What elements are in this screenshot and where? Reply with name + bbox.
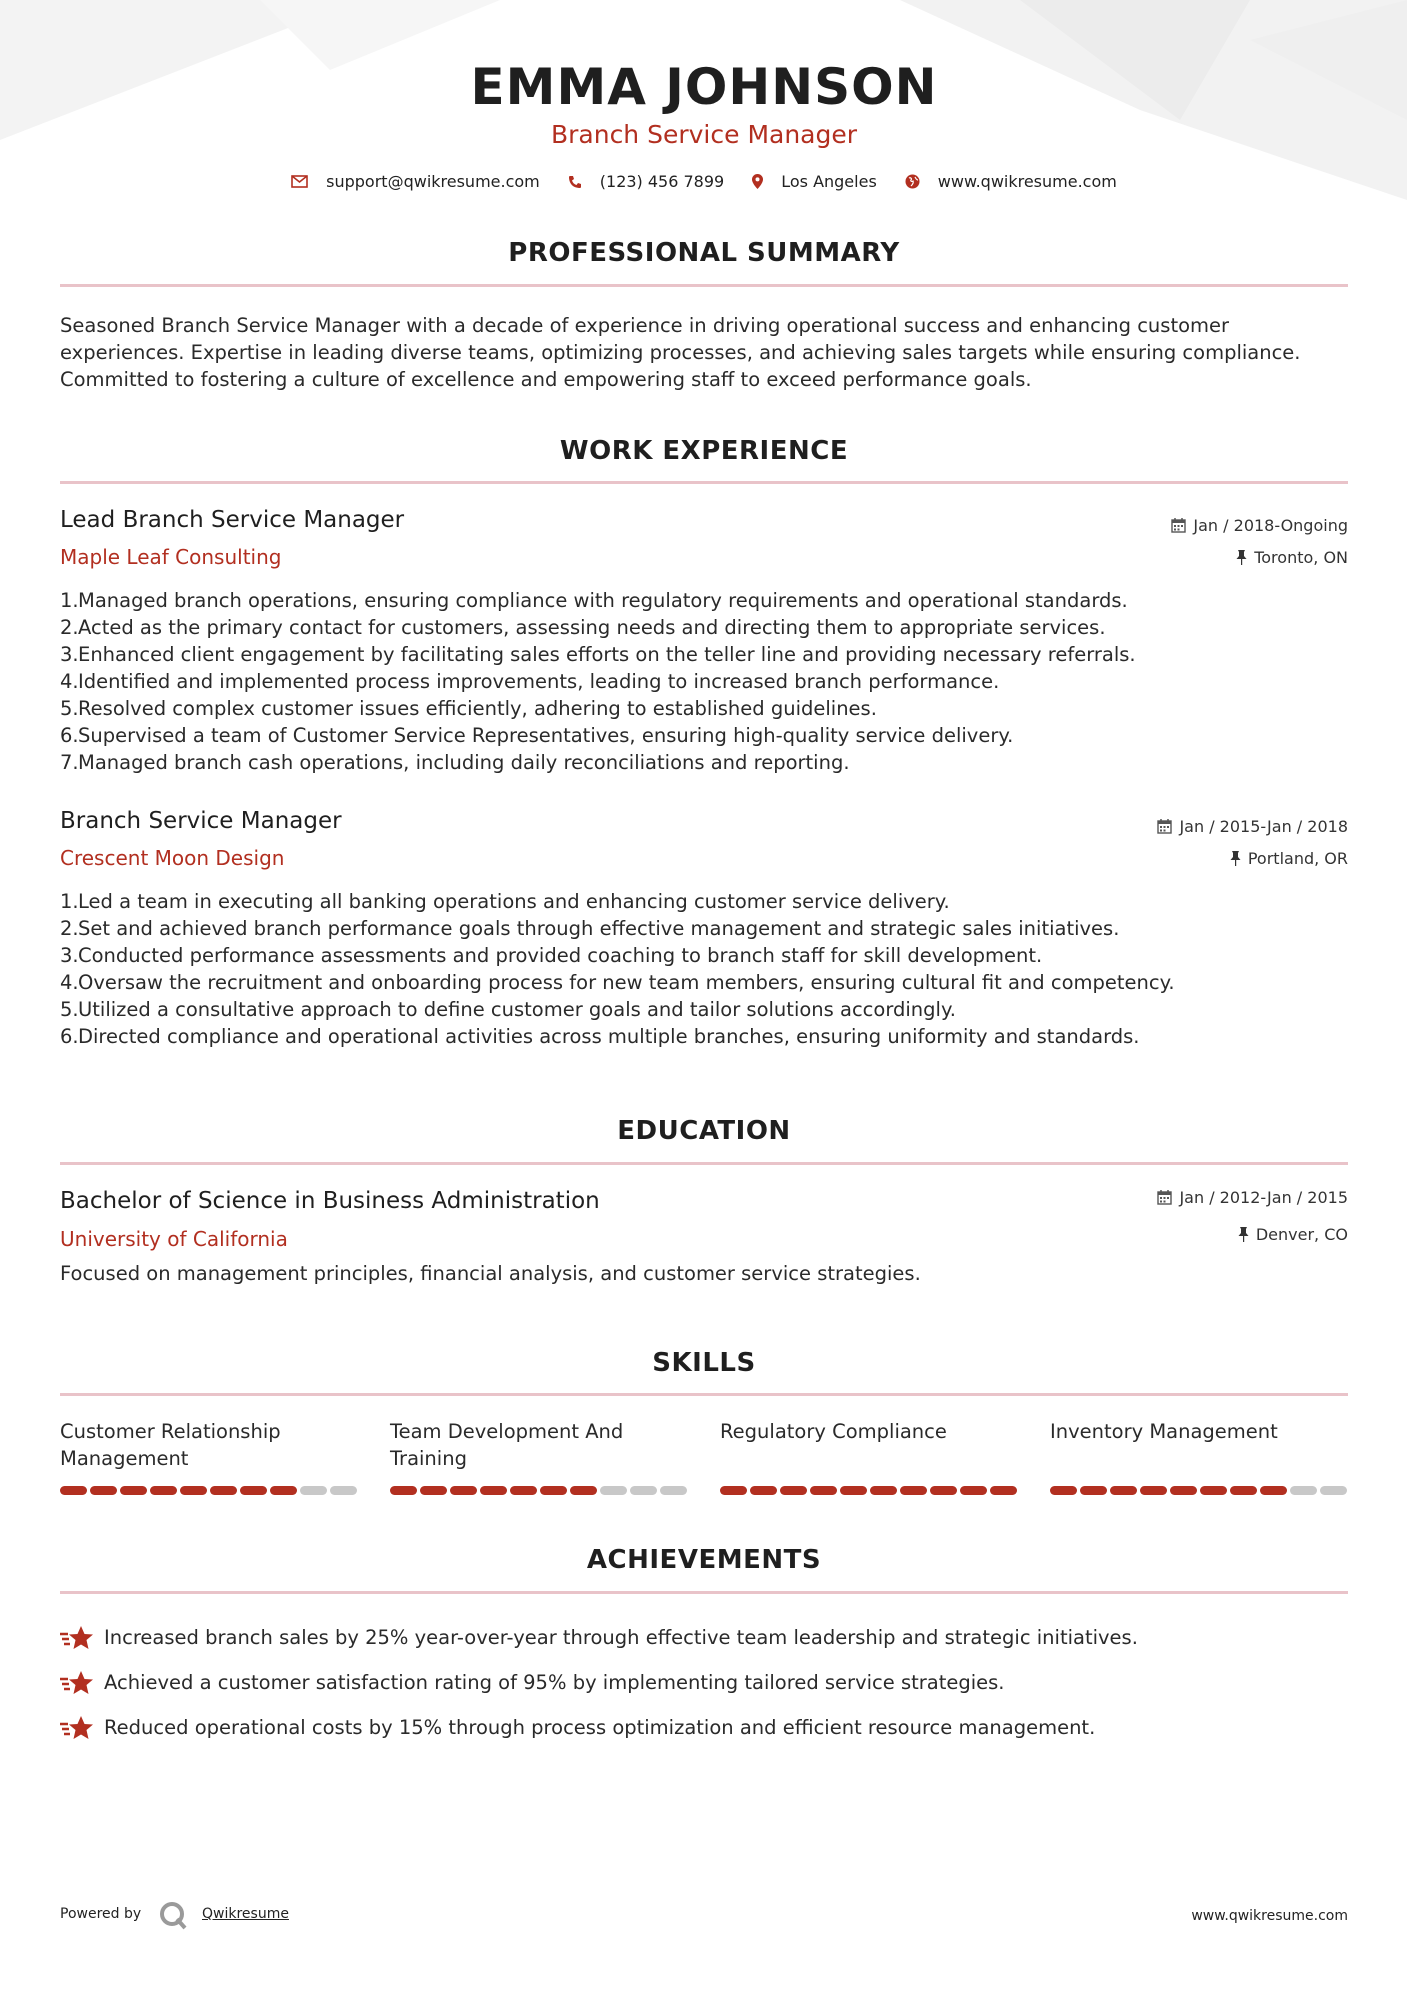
skill-label: Regulatory Compliance [720,1420,947,1443]
skill-segment-filled [1170,1486,1197,1495]
job-location [1236,548,1348,567]
skill-level-bar [1050,1486,1350,1495]
duty-item: 3. Conducted performance assessments and provided coaching to branch staff for skill development. [60,944,1043,967]
pushpin-icon [1230,851,1241,866]
experience-heading: WORK EXPERIENCE [559,436,849,466]
job-company: Maple Leaf Consulting [60,545,282,569]
skill-segment-filled [450,1486,477,1495]
contact-website-text: www.qwikresume.com [937,172,1117,191]
pushpin-icon [1236,550,1247,565]
skill-segment-filled [870,1486,897,1495]
achievements-divider [60,1591,1348,1594]
skill-segment-filled [510,1486,537,1495]
skill-level-bar [720,1486,1020,1495]
skill-segment-filled [1230,1486,1257,1495]
skill-segment-filled [1260,1486,1287,1495]
skill-level-bar [60,1486,360,1495]
skill-segment-filled [240,1486,267,1495]
job-location-text: Portland, OR [1247,849,1348,868]
education-description: Focused on management principles, financial analysis, and customer service strategies. [60,1262,921,1285]
skill-item [720,1418,1020,1472]
skill-item [1050,1418,1350,1472]
skill-segment-filled [60,1486,87,1495]
duty-item: 2. Set and achieved branch performance goals through effective management and strategic sales initiatives. [60,917,1120,940]
duty-item: 3. Enhanced client engagement by facilitating sales efforts on the teller line and providing necessary referrals. [60,643,1136,666]
duty-item: 6. Supervised a team of Customer Service Representatives, ensuring high-quality service delivery. [60,724,1014,747]
map-pin-icon [752,174,763,189]
candidate-name: EMMA JOHNSON [470,58,938,116]
summary-text: Seasoned Branch Service Manager with a decade of experience in driving operational success and enhancing customer experiences. Expertise in leading diverse teams, optimizing processes, and achieving sales targets while ensuring compliance. Committed to fostering a culture of excellence and empowering staff to exceed performance goals. [60,314,1301,391]
skill-segment-filled [1200,1486,1227,1495]
contact-phone[interactable] [568,172,724,191]
job-dates-text: Jan / 2015-Jan / 2018 [1179,817,1348,836]
duty-item: 1. Led a team in executing all banking operations and enhancing customer service delivery. [60,890,950,913]
skill-segment-filled [810,1486,837,1495]
duty-item: 1. Managed branch operations, ensuring compliance with regulatory requirements and operational standards. [60,589,1128,612]
skills-grid [60,1418,1348,1498]
experience-divider [60,481,1348,484]
skill-segment-filled [270,1486,297,1495]
education-divider [60,1162,1348,1165]
skill-segment-filled [960,1486,987,1495]
skill-segment-filled [570,1486,597,1495]
contact-bar [60,172,1348,191]
star-icon [60,1670,94,1696]
duty-item: 4. Oversaw the recruitment and onboarding process for new team members, ensuring cultural fit and competency. [60,971,1175,994]
skill-segment-filled [1080,1486,1107,1495]
achievement-item [60,1660,1348,1705]
achievements-list [60,1615,1348,1750]
education-dates-text: Jan / 2012-Jan / 2015 [1179,1188,1348,1207]
skill-segment-filled [1140,1486,1167,1495]
phone-icon [568,175,582,189]
skills-divider [60,1393,1348,1396]
skill-segment-empty [330,1486,357,1495]
achievement-text: Reduced operational costs by 15% through process optimization and efficient resource management. [104,1716,1096,1739]
skill-segment-filled [420,1486,447,1495]
skill-segment-filled [840,1486,867,1495]
education-dates [1157,1188,1348,1207]
education-location-text: Denver, CO [1255,1225,1348,1244]
powered-by-label: Powered by [60,1906,142,1922]
envelope-icon [291,175,308,188]
skill-segment-empty [600,1486,627,1495]
degree-title: Bachelor of Science in Business Administration [60,1188,600,1214]
summary-divider [60,284,1348,287]
skill-segment-filled [1110,1486,1137,1495]
skill-segment-filled [750,1486,777,1495]
job-duties [60,587,1348,776]
job-duties [60,888,1348,1050]
duty-item: 2. Acted as the primary contact for customers, assessing needs and directing them to appropriate services. [60,616,1106,639]
job-dates [1171,516,1348,535]
achievement-item [60,1615,1348,1660]
duty-item: 6. Directed compliance and operational activities across multiple branches, ensuring uniformity and standards. [60,1025,1140,1048]
skill-segment-filled [1050,1486,1077,1495]
skill-segment-empty [660,1486,687,1495]
skill-segment-filled [90,1486,117,1495]
education-location [1238,1225,1348,1244]
skill-segment-empty [630,1486,657,1495]
skills-heading: SKILLS [652,1348,756,1378]
job-role: Lead Branch Service Manager [60,507,405,533]
skill-segment-filled [930,1486,957,1495]
job-company: Crescent Moon Design [60,846,285,870]
calendar-icon [1157,819,1172,834]
duty-item: 5. Resolved complex customer issues efficiently, adhering to established guidelines. [60,697,877,720]
resume-page [60,0,1348,1990]
star-icon [60,1715,94,1741]
candidate-title: Branch Service Manager [550,120,858,149]
job-location-text: Toronto, ON [1254,548,1348,567]
contact-phone-text: (123) 456 7899 [599,172,725,191]
skill-item [390,1418,690,1472]
skill-segment-filled [480,1486,507,1495]
skill-level-bar [390,1486,690,1495]
qwikresume-link[interactable]: Qwikresume [202,1906,289,1922]
globe-icon [905,174,920,189]
contact-location [752,172,877,191]
skill-segment-filled [150,1486,177,1495]
skill-segment-filled [900,1486,927,1495]
contact-email-text: support@qwikresume.com [326,172,540,191]
skill-label: Inventory Management [1050,1420,1278,1443]
duty-item: 5. Utilized a consultative approach to define customer goals and tailor solutions accordingly. [60,998,956,1021]
footer-website[interactable]: www.qwikresume.com [1191,1908,1348,1924]
contact-email[interactable] [291,172,540,191]
calendar-icon [1157,1190,1172,1205]
star-icon [60,1625,94,1651]
skill-segment-filled [720,1486,747,1495]
skill-segment-filled [210,1486,237,1495]
job-role: Branch Service Manager [60,808,342,834]
job-dates [1157,817,1348,836]
skill-segment-filled [780,1486,807,1495]
summary-heading: PROFESSIONAL SUMMARY [508,238,900,268]
achievement-text: Achieved a customer satisfaction rating of 95% by implementing tailored service strategies. [104,1671,1005,1694]
calendar-icon [1171,518,1186,533]
school-name: University of California [60,1227,288,1251]
achievement-text: Increased branch sales by 25% year-over-year through effective team leadership and strategic initiatives. [104,1626,1138,1649]
skill-segment-filled [390,1486,417,1495]
skill-label: Team Development And Training [390,1420,624,1470]
contact-website[interactable] [905,172,1117,191]
achievements-heading: ACHIEVEMENTS [586,1545,822,1575]
achievement-item [60,1705,1348,1750]
duty-item: 4. Identified and implemented process improvements, leading to increased branch performance. [60,670,1000,693]
pushpin-icon [1238,1227,1249,1242]
qwikresume-logo-icon [158,1900,188,1930]
contact-location-text: Los Angeles [781,172,877,191]
skill-segment-empty [1320,1486,1347,1495]
skill-segment-empty [300,1486,327,1495]
skill-item [60,1418,360,1472]
duty-item: 7. Managed branch cash operations, including daily reconciliations and reporting. [60,751,850,774]
skill-segment-filled [990,1486,1017,1495]
job-dates-text: Jan / 2018-Ongoing [1193,516,1348,535]
education-heading: EDUCATION [617,1116,791,1146]
skill-segment-filled [180,1486,207,1495]
footer [60,1900,1348,1940]
skill-segment-empty [1290,1486,1317,1495]
skill-label: Customer Relationship Management [60,1420,281,1470]
skill-segment-filled [120,1486,147,1495]
skill-segment-filled [540,1486,567,1495]
job-location [1230,849,1348,868]
